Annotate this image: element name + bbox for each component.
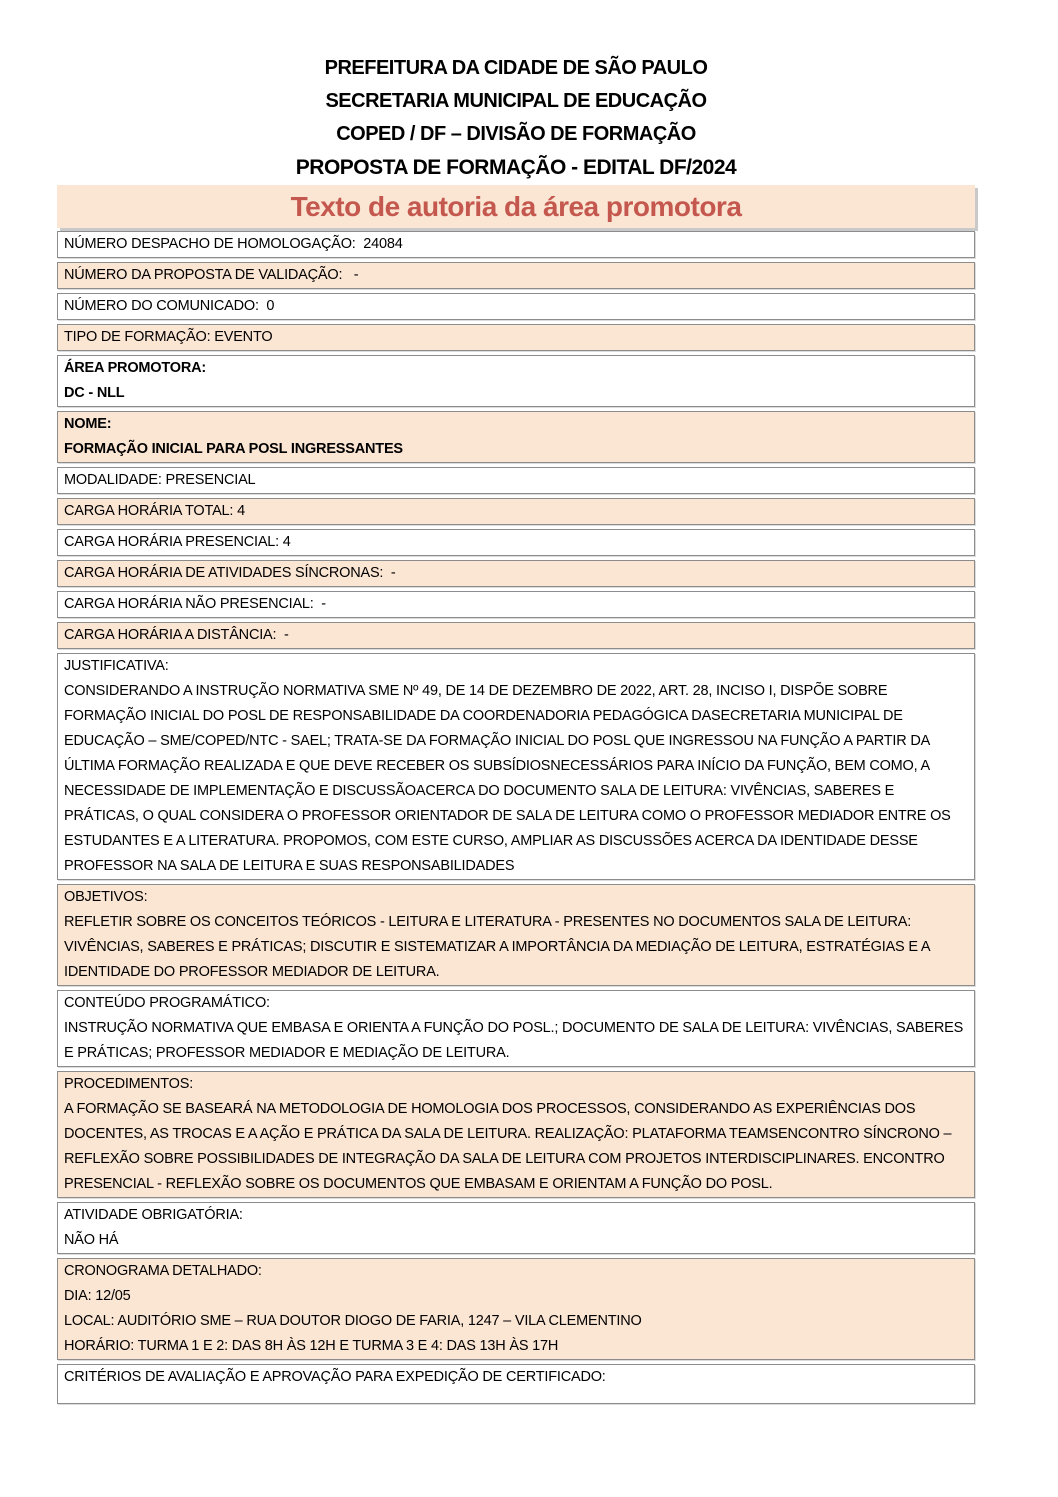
form-row-line: CARGA HORÁRIA TOTAL: 4 xyxy=(64,503,245,519)
header-line-coped: COPED / DF – DIVISÃO DE FORMAÇÃO xyxy=(336,123,696,145)
form-row xyxy=(57,884,975,986)
form-row xyxy=(57,498,975,525)
form-row-line: LOCAL: AUDITÓRIO SME – RUA DOUTOR DIOGO DE FARIA, 1247 – VILA CLEMENTINO xyxy=(64,1313,642,1329)
authorship-banner xyxy=(57,185,975,228)
form-row xyxy=(57,560,975,587)
form-row-line: OBJETIVOS: xyxy=(64,889,148,905)
form-row-line: MODALIDADE: PRESENCIAL xyxy=(64,472,256,488)
form-row xyxy=(57,324,975,351)
form-row-line: ÁREA PROMOTORA: xyxy=(64,360,207,376)
form-row-line: REFLETIR SOBRE OS CONCEITOS TEÓRICOS - LEITURA E LITERATURA - PRESENTES NO DOCUMENTOS SALA DE LEITURA: VIVÊNCIAS, SABERES E PRÁTICAS; DISCUTIR E SISTEMATIZAR A IMPORTÂNCIA DA MEDIAÇÃO DE LEITURA, ESTRATÉGIAS E A IDENTIDADE DO PROFESSOR MEDIADOR DE LEITURA. xyxy=(64,914,934,980)
form-row xyxy=(57,1071,975,1198)
header-line-prefeitura: PREFEITURA DA CIDADE DE SÃO PAULO xyxy=(324,57,708,79)
form-row-line: ATIVIDADE OBRIGATÓRIA: xyxy=(64,1207,243,1223)
form-row-line: DC - NLL xyxy=(64,385,125,401)
form-row-line: FORMAÇÃO INICIAL PARA POSL INGRESSANTES xyxy=(64,441,403,457)
form-row-line: PROCEDIMENTOS: xyxy=(64,1076,194,1092)
form-row-line: INSTRUÇÃO NORMATIVA QUE EMBASA E ORIENTA A FUNÇÃO DO POSL.; DOCUMENTO DE SALA DE LEITURA: VIVÊNCIAS, SABERES E PRÁTICAS; PROFESSOR MEDIADOR E MEDIAÇÃO DE LEITURA. xyxy=(64,1020,967,1061)
form-row xyxy=(57,293,975,320)
form-row xyxy=(57,1258,975,1360)
proposal-form xyxy=(57,52,975,1404)
form-row-line: CARGA HORÁRIA PRESENCIAL: 4 xyxy=(64,534,291,550)
form-row-line: NÚMERO DESPACHO DE HOMOLOGAÇÃO: 24084 xyxy=(64,236,403,252)
document-title: PROPOSTA DE FORMAÇÃO - EDITAL DF/2024 xyxy=(295,156,737,179)
form-row-line: A FORMAÇÃO SE BASEARÁ NA METODOLOGIA DE HOMOLOGIA DOS PROCESSOS, CONSIDERANDO AS EXPERIÊNCIAS DOS DOCENTES, AS TROCAS E A AÇÃO E PRÁTICA DA SALA DE LEITURA. REALIZAÇÃO: PLATAFORMA TEAMSENCONTRO SÍNCRONO – REFLEXÃO SOBRE POSSIBILIDADES DE INTEGRAÇÃO DA SALA DE LEITURA COM PROJETOS INTERDISCIPLINARES. ENCONTRO PRESENCIAL - REFLEXÃO SOBRE OS DOCUMENTOS QUE EMBASAM E ORIENTAM A FUNÇÃO DO POSL. xyxy=(64,1101,956,1192)
form-row xyxy=(57,653,975,880)
form-row-line: NÚMERO DA PROPOSTA DE VALIDAÇÃO: - xyxy=(64,267,359,283)
form-row xyxy=(57,1364,975,1404)
form-row xyxy=(57,355,975,407)
form-row-line: CRITÉRIOS DE AVALIAÇÃO E APROVAÇÃO PARA EXPEDIÇÃO DE CERTIFICADO: xyxy=(64,1369,606,1385)
form-row xyxy=(57,622,975,649)
document-header xyxy=(57,52,975,184)
form-row-line: NÚMERO DO COMUNICADO: 0 xyxy=(64,298,275,314)
authorship-banner-text: Texto de autoria da área promotora xyxy=(290,190,742,222)
form-row xyxy=(57,467,975,494)
form-row-line: JUSTIFICATIVA: xyxy=(64,658,169,674)
form-row xyxy=(57,529,975,556)
form-row xyxy=(57,990,975,1067)
form-row-line: CONSIDERANDO A INSTRUÇÃO NORMATIVA SME Nº 49, DE 14 DE DEZEMBRO DE 2022, ART. 28, INCISO I, DISPÕE SOBRE FORMAÇÃO INICIAL DO POSL DE RESPONSABILIDADE DA COORDENADORIA PEDAGÓGICA DASECRETARIA MUNICIPAL DE EDUCAÇÃO – SME/COPED/NTC - SAEL; TRATA-SE DA FORMAÇÃO INICIAL DO POSL QUE INGRESSOU NA FUNÇÃO A PARTIR DA ÚLTIMA FORMAÇÃO REALIZADA E QUE DEVE RECEBER OS SUBSÍDIOSNECESSÁRIOS PARA INÍCIO DA FUNÇÃO, BEM COMO, A NECESSIDADE DE IMPLEMENTAÇÃO E DISCUSSÃOACERCA DO DOCUMENTO SALA DE LEITURA: VIVÊNCIAS, SABERES E PRÁTICAS, O QUAL CONSIDERA O PROFESSOR ORIENTADOR DE SALA DE LEITURA COMO O PROFESSOR MEDIADOR ENTRE OS ESTUDANTES E A LITERATURA. PROPOMOS, COM ESTE CURSO, AMPLIAR AS DISCUSSÕES ACERCA DA IDENTIDADE DESSE PROFESSOR NA SALA DE LEITURA E SUAS RESPONSABILIDADES xyxy=(64,683,955,874)
form-row-line: CONTEÚDO PROGRAMÁTICO: xyxy=(64,995,270,1011)
form-row xyxy=(57,1202,975,1254)
header-line-secretaria: SECRETARIA MUNICIPAL DE EDUCAÇÃO xyxy=(325,90,707,112)
form-row xyxy=(57,231,975,258)
form-row xyxy=(57,262,975,289)
form-rows-container xyxy=(57,231,975,1404)
form-row-line: CARGA HORÁRIA NÃO PRESENCIAL: - xyxy=(64,596,326,612)
form-row-line: CARGA HORÁRIA A DISTÂNCIA: - xyxy=(64,627,289,643)
form-row-line: NÃO HÁ xyxy=(64,1232,119,1248)
form-row-line: DIA: 12/05 xyxy=(64,1288,131,1304)
form-row xyxy=(57,591,975,618)
form-row-line: CRONOGRAMA DETALHADO: xyxy=(64,1263,262,1279)
form-row xyxy=(57,411,975,463)
form-row-line: TIPO DE FORMAÇÃO: EVENTO xyxy=(64,329,273,345)
form-row-line: NOME: xyxy=(64,416,112,432)
form-row-line: CARGA HORÁRIA DE ATIVIDADES SÍNCRONAS: - xyxy=(64,565,396,581)
form-row-line: HORÁRIO: TURMA 1 E 2: DAS 8H ÀS 12H E TURMA 3 E 4: DAS 13H ÀS 17H xyxy=(64,1338,559,1354)
